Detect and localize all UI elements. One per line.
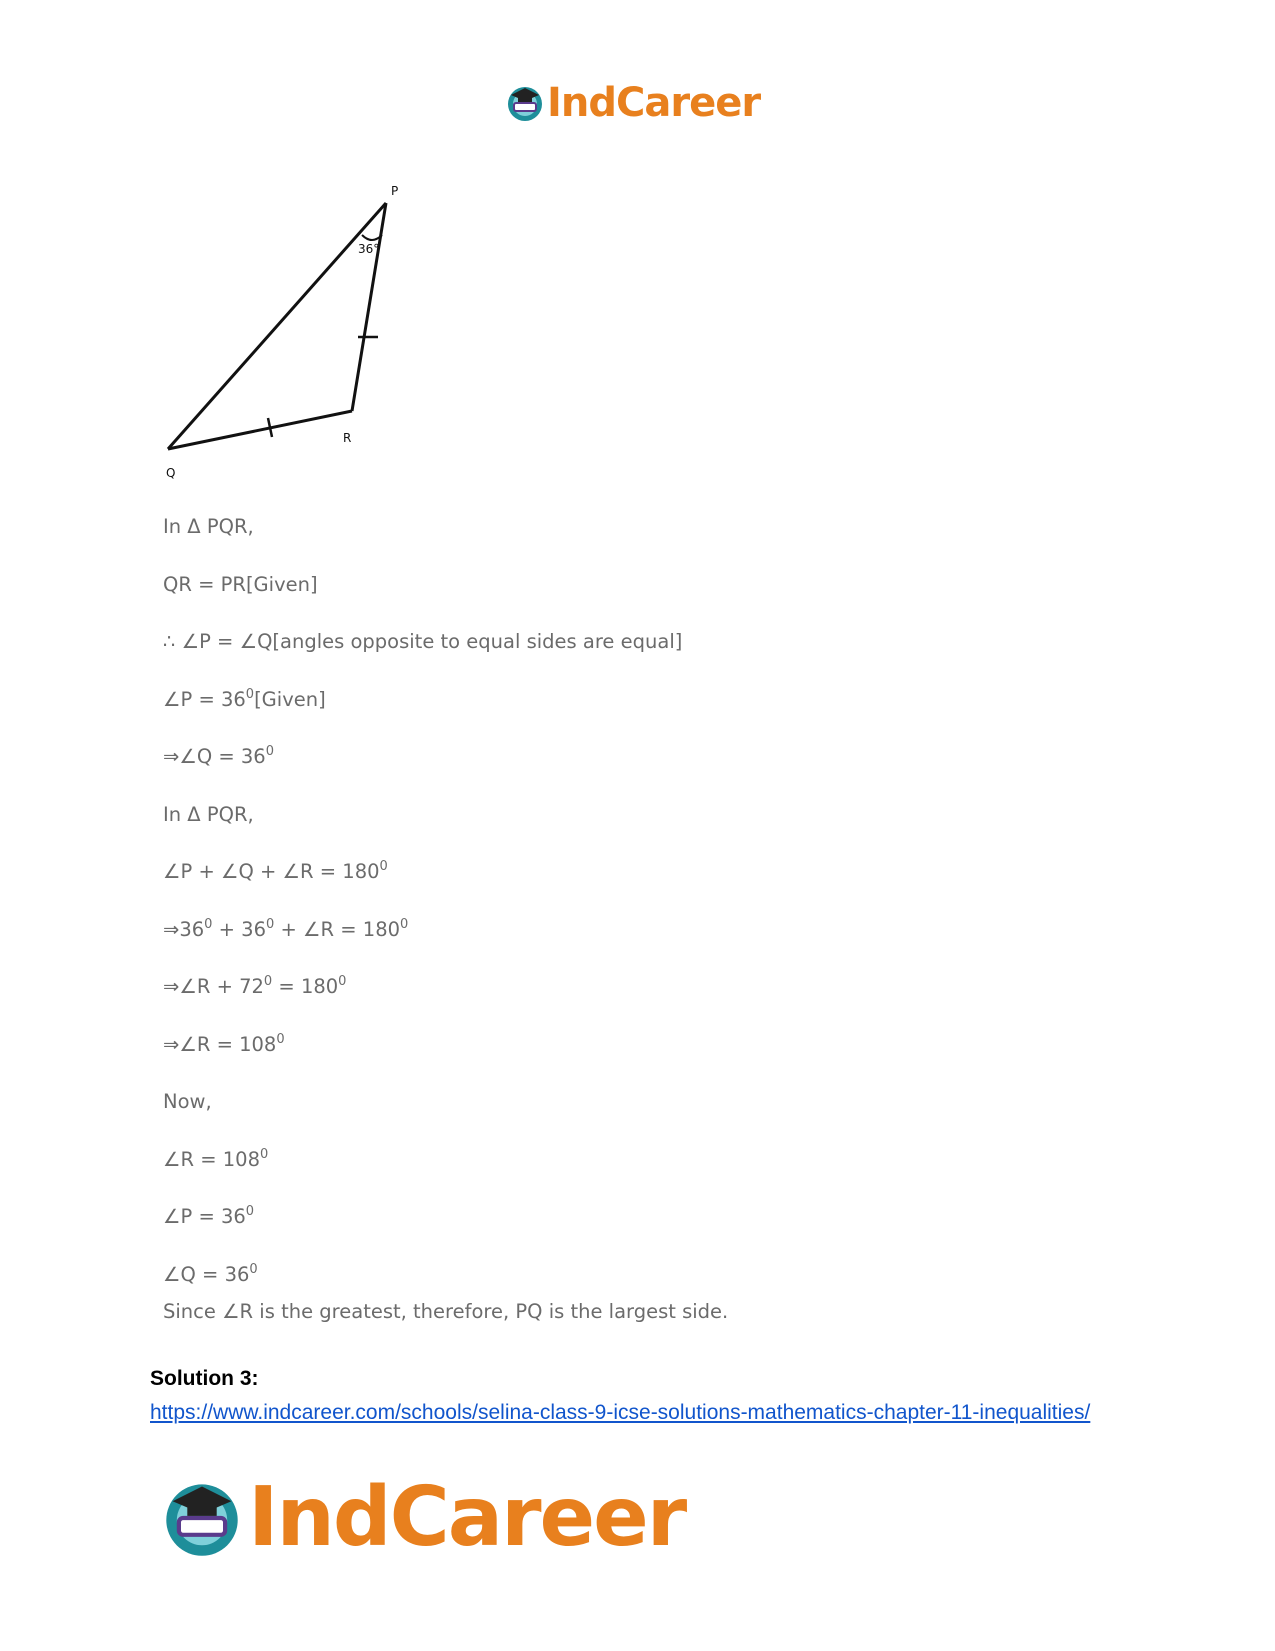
header-logo — [505, 78, 760, 128]
solution-link[interactable]: https://www.indcareer.com/schools/selina-class-9-icse-solutions-mathematics-chapter-11-inequalities/ — [150, 1401, 1091, 1424]
step-line: In Δ PQR, — [163, 802, 254, 826]
step-line: In Δ PQR, — [163, 515, 254, 538]
header-logo-text: IndCareer — [547, 80, 761, 126]
vertex-label-r: R — [343, 431, 352, 445]
step-line: QR = PR[Given] — [163, 572, 318, 596]
solution-heading: Solution 3: — [150, 1367, 259, 1390]
graduation-cap-icon — [505, 83, 545, 123]
step-line: Now, — [163, 1090, 212, 1113]
step-line: $\Rightarrow 36^0 + 36^0$ + ∠R = $180^0$ — [163, 916, 409, 941]
step-line: ∠P = $36^0$ — [163, 1204, 255, 1228]
vertex-label-p: P — [391, 185, 399, 198]
solution-steps — [163, 512, 682, 1317]
graduation-cap-icon — [160, 1476, 244, 1560]
vertex-label-q: Q — [166, 466, 176, 480]
step-line: ⇒∠Q = $36^0$ — [163, 744, 274, 768]
conclusion-text: Since ∠R is the greatest, therefore, PQ is the largest side. — [163, 1300, 729, 1323]
step-line: ∴ ∠P = ∠Q[angles opposite to equal sides are equal] — [163, 630, 683, 653]
angle-label-p: 36° — [358, 242, 380, 256]
step-line: ∠P = $36^0[Given]$ — [163, 686, 326, 711]
footer-logo-text: IndCareer — [248, 1470, 686, 1565]
step-line: ⇒∠R = $108^0$ — [163, 1031, 285, 1056]
step-line: ∠P + ∠Q + ∠R = $180^0$ — [163, 859, 388, 883]
triangle-pqr-diagram — [158, 185, 418, 485]
step-line: ∠Q = $36^0$ — [163, 1261, 258, 1286]
step-line: ⇒∠R + $72^0 = 180^0$ — [163, 974, 347, 998]
step-line: ∠R = $108^0$ — [163, 1146, 269, 1171]
footer-logo — [160, 1470, 685, 1566]
